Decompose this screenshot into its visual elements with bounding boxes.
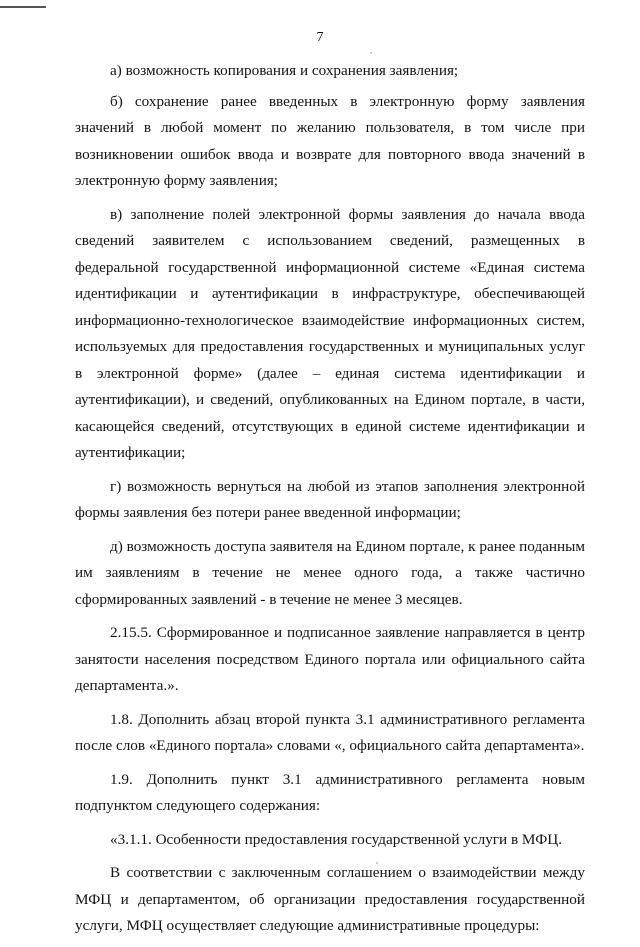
document-body bbox=[75, 58, 585, 947]
paragraph-item-b: б) сохранение ранее введенных в электронную форму заявления значений в любой момент по желанию пользователя, в том числе при возникновении ошибок ввода и возврате для повторного ввода значений в электронную форму заявления; bbox=[75, 92, 585, 189]
paragraph-item-g: г) возможность вернуться на любой из этапов заполнения электронной формы заявления без потери ранее введенной информации; bbox=[75, 477, 585, 521]
paragraph-1-9: 1.9. Дополнить пункт 3.1 административного регламента новым подпунктом следующего содержания: bbox=[75, 770, 585, 814]
page-number: 7 bbox=[316, 30, 324, 45]
paragraph-item-a: а) возможность копирования и сохранения заявления; bbox=[110, 62, 459, 79]
paragraph-item-d: д) возможность доступа заявителя на Едином портале, к ранее поданным им заявлениям в течение не менее одного года, а также частично сформированных заявлений - в течение не менее 3 месяцев. bbox=[75, 537, 585, 608]
scan-speck bbox=[370, 52, 372, 54]
paragraph-mfc-procedures: В соответствии с заключенным соглашением о взаимодействии между МФЦ и департаментом, об организации предоставления государственной услуги, МФЦ осуществляет следующие административные процедуры: bbox=[75, 864, 585, 934]
paragraph-2-15-5: 2.15.5. Сформированное и подписанное заявление направляется в центр занятости населения посредством Единого портала или официального сайта департамента.». bbox=[75, 624, 585, 694]
scan-speck bbox=[376, 862, 378, 864]
paragraph-1-8: 1.8. Дополнить абзац второй пункта 3.1 административного регламента после слов «Единого портала» словами «, официального сайта департамента». bbox=[75, 710, 585, 754]
scan-corner-mark bbox=[0, 6, 46, 8]
paragraph-item-v: в) заполнение полей электронной формы заявления до начала ввода сведений заявителем с использованием сведений, размещенных в федеральной государственной информационной системе «Единая система идентификации и аутентификации в инфраструктуре, обеспечивающей информационно-технологическое взаимодействие информационных систем, используемых для предоставления государственных и муниципальных услуг в электронной форме» (далее – единая система идентификации и аутентификации), и сведений, опубликованных на Едином портале, в части, касающейся сведений, отсутствующих в единой системе идентификации и аутентификации; bbox=[75, 205, 585, 461]
paragraph-3-1-1-heading: «3.1.1. Особенности предоставления государственной услуги в МФЦ. bbox=[110, 830, 562, 848]
